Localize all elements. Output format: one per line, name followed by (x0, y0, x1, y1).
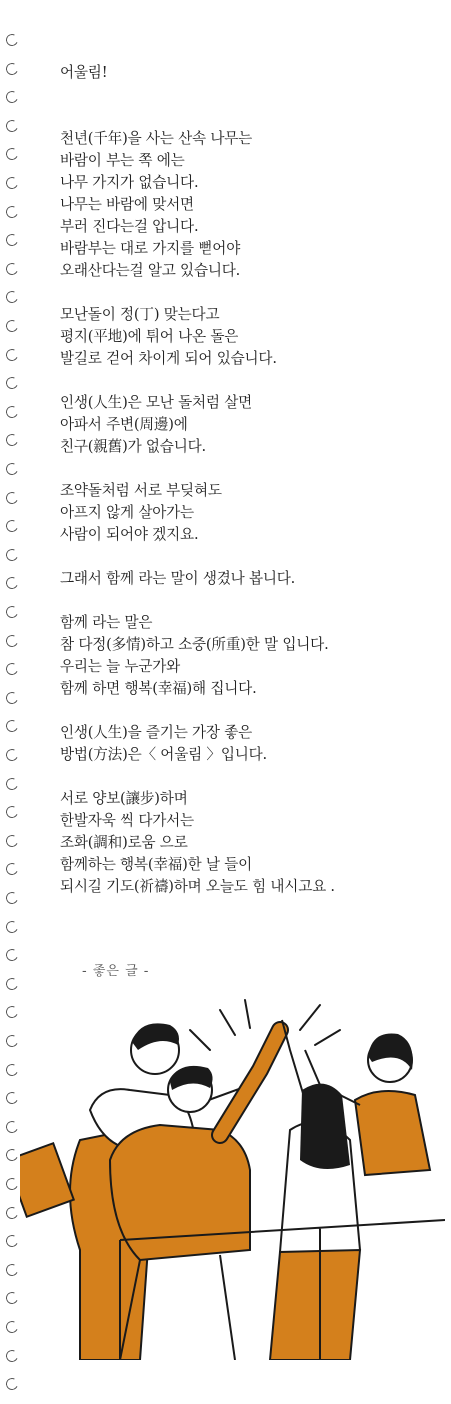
paragraph (60, 304, 440, 370)
binding-ring (4, 1148, 19, 1163)
binding-ring (4, 804, 19, 819)
text-line: 평지(平地)에 튀어 나온 돌은 (60, 328, 239, 345)
binding-ring (4, 147, 19, 162)
binding-ring (4, 89, 19, 104)
binding-ring (4, 1233, 19, 1248)
text-line: 그래서 함께 라는 말이 생겼나 봅니다. (60, 570, 296, 587)
text-line: 바람부는 대로 가지를 뻗어야 (60, 240, 241, 257)
text-line: 아프지 않게 살아가는 (60, 504, 194, 521)
binding-ring (4, 232, 19, 247)
text-line: 함께 하면 행복(幸福)해 집니다. (60, 680, 257, 697)
binding-ring (4, 1348, 19, 1363)
paragraph (60, 568, 440, 590)
text-line: 친구(親舊)가 없습니다. (60, 438, 206, 455)
paragraph (60, 788, 440, 898)
paragraph-list (60, 128, 440, 898)
text-line: 서로 양보(讓步)하며 (60, 790, 188, 807)
text-line: 발길로 걷어 차이게 되어 있습니다. (60, 350, 277, 367)
binding-ring (4, 633, 19, 648)
paragraph (60, 128, 440, 282)
binding-ring (4, 1319, 19, 1334)
binding-ring (4, 776, 19, 791)
text-line: 한발자욱 씩 다가서는 (60, 812, 194, 829)
text-line: 인생(人生)을 즐기는 가장 좋은 (60, 724, 253, 741)
binding-ring (4, 1119, 19, 1134)
high-five-illustration (20, 990, 445, 1360)
binding-ring (4, 318, 19, 333)
binding-ring (4, 747, 19, 762)
binding-ring (4, 833, 19, 848)
text-line: 방법(方法)은〈 어울림 〉입니다. (60, 746, 267, 763)
binding-ring (4, 375, 19, 390)
binding-ring (4, 547, 19, 562)
greeting: 어울림! (60, 64, 108, 81)
binding-ring (4, 862, 19, 877)
text-line: 조화(調和)로움 으로 (60, 834, 188, 851)
binding-ring (4, 490, 19, 505)
text-line: 바람이 부는 쪽 에는 (60, 152, 185, 169)
binding-ring (4, 604, 19, 619)
paragraph (60, 392, 440, 458)
text-line: 나무는 바람에 맞서면 (60, 196, 194, 213)
binding-ring (4, 1291, 19, 1306)
text-line: 인생(人生)은 모난 돌처럼 살면 (60, 394, 253, 411)
binding-ring (4, 32, 19, 47)
text-line: 함께하는 행복(幸福)한 날 들이 (60, 856, 253, 873)
text-line: 사람이 되어야 겠지요. (60, 526, 199, 543)
binding-ring (4, 576, 19, 591)
binding-ring (4, 661, 19, 676)
signature: - 좋은 글 - (82, 964, 150, 979)
binding-ring (4, 890, 19, 905)
text-line: 우리는 늘 누군가와 (60, 658, 181, 675)
binding-ring (4, 690, 19, 705)
letter-body (60, 62, 440, 920)
binding-ring (4, 347, 19, 362)
binding-ring (4, 433, 19, 448)
binding-ring (4, 919, 19, 934)
binding-ring (4, 1062, 19, 1077)
binding-ring (4, 1176, 19, 1191)
binding-ring (4, 976, 19, 991)
binding-ring (4, 719, 19, 734)
text-line: 천년(千年)을 사는 산속 나무는 (60, 130, 253, 147)
binding-ring (4, 947, 19, 962)
text-line: 오래산다는걸 알고 있습니다. (60, 262, 241, 279)
binding-ring (4, 290, 19, 305)
binding-ring (4, 175, 19, 190)
text-line: 참 다정(多情)하고 소중(所重)한 말 입니다. (60, 636, 329, 653)
binding-ring (4, 61, 19, 76)
binding-ring (4, 1090, 19, 1105)
text-line: 모난돌이 정(丁) 맞는다고 (60, 306, 220, 323)
text-line: 함께 라는 말은 (60, 614, 153, 631)
text-line: 되시길 기도(祈禱)하며 오늘도 힘 내시고요 . (60, 878, 335, 895)
binding-ring (4, 1262, 19, 1277)
binding-ring (4, 1005, 19, 1020)
binding-ring (4, 404, 19, 419)
text-line: 부러 진다는걸 압니다. (60, 218, 199, 235)
binding-ring (4, 1376, 19, 1391)
paragraph (60, 612, 440, 700)
binding-ring (4, 118, 19, 133)
binding-ring (4, 204, 19, 219)
text-line: 나무 가지가 없습니다. (60, 174, 199, 191)
binding-ring (4, 1033, 19, 1048)
text-line: 조약돌처럼 서로 부딪혀도 (60, 482, 222, 499)
binding-ring (4, 461, 19, 476)
binding-ring (4, 518, 19, 533)
paragraph (60, 722, 440, 766)
text-line: 아파서 주변(周邊)에 (60, 416, 188, 433)
paragraph (60, 480, 440, 546)
binding-ring (4, 261, 19, 276)
binding-ring (4, 1205, 19, 1220)
